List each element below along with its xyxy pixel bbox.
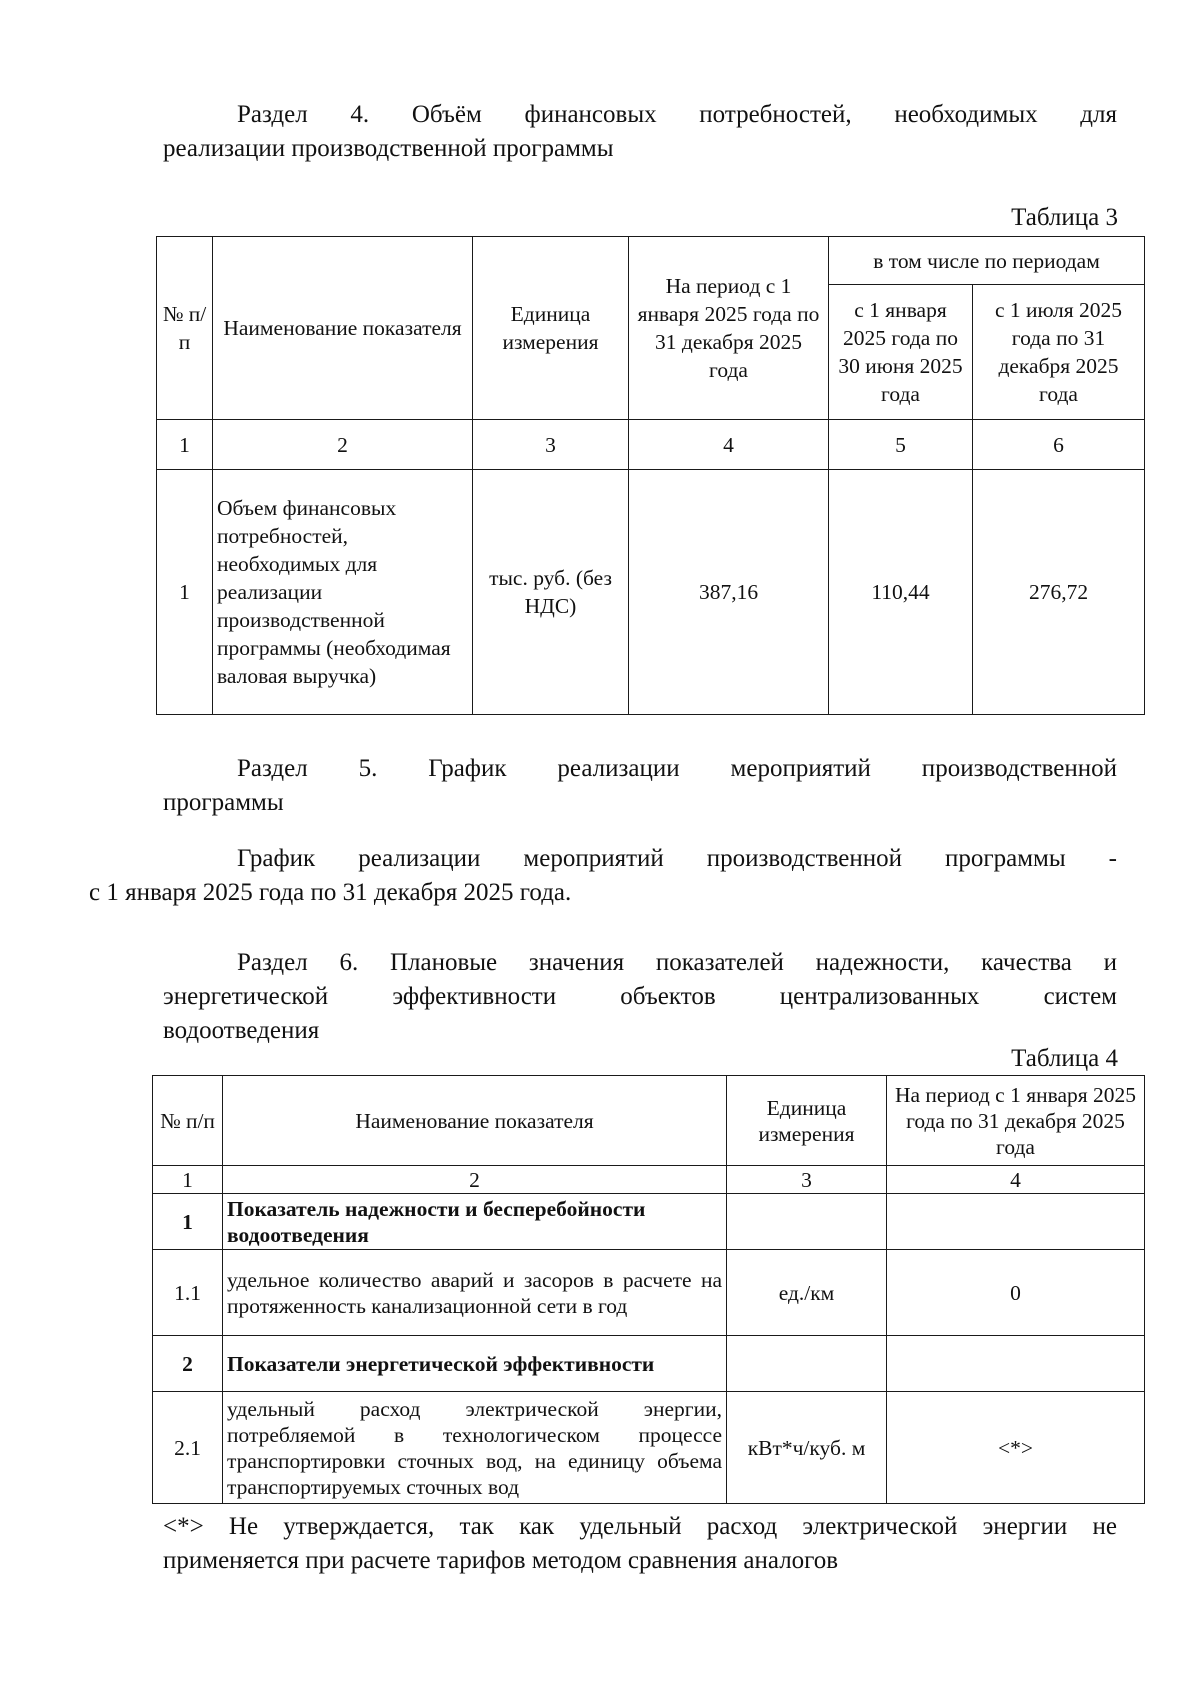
table-row [157,470,1145,715]
section6-line3: водоотведения [163,1017,320,1044]
schedule-line2: с 1 января 2025 года по 31 декабря 2025 года. [89,879,572,906]
t3-colnum: 5 [829,420,973,470]
footnote-line2: применяется при расчете тарифов методом сравнения аналогов [163,1547,839,1574]
section6-heading [163,946,1117,1048]
t3-header-period: На период с 1 января 2025 года по 31 декабря 2025 года [629,237,829,420]
section6-line1: Раздел 6. Плановые значения показателей надежности, качества и [237,949,1117,976]
t4-row-name: удельный расход электрической энергии, потребляемой в технологическом процессе транспортировки сточных вод, на единицу объема транспортируемых сточных вод [223,1392,727,1504]
t3-row-p2: 276,72 [973,470,1145,715]
t3-colnum: 4 [629,420,829,470]
t3-header-name: Наименование показателя [213,237,473,420]
table4 [152,1075,1145,1504]
schedule-paragraph [89,842,1117,910]
table3 [156,236,1145,715]
t4-row-value: <*> [887,1392,1145,1504]
section4-line1: Раздел 4. Объём финансовых потребностей, необходимых для [237,101,1117,128]
t3-row-unit: тыс. руб. (без НДС) [473,470,629,715]
t4-header-period: На период с 1 января 2025 года по 31 декабря 2025 года [887,1076,1145,1166]
t4-header-num: № п/п [153,1076,223,1166]
t3-row-name: Объем финансовых потребностей, необходимых для реализации производственной программы (необходимая валовая выручка) [213,470,473,715]
table-row [153,1194,1145,1250]
t4-colnum: 3 [727,1166,887,1194]
t3-colnum-row [157,420,1145,470]
t3-header-incl: в том числе по периодам [829,237,1145,285]
t4-row-unit: ед./км [727,1250,887,1336]
t4-row-name: удельное количество аварий и засоров в расчете на протяженность канализационной сети в год [223,1250,727,1336]
t4-row-value [887,1336,1145,1392]
table-row [153,1250,1145,1336]
t4-row-unit: кВт*ч/куб. м [727,1392,887,1504]
t3-colnum: 2 [213,420,473,470]
t4-row-num: 1 [153,1194,223,1250]
t4-row-name: Показатель надежности и бесперебойности водоотведения [223,1194,727,1250]
t4-row-num: 2.1 [153,1392,223,1504]
t3-header-p1: с 1 января 2025 года по 30 июня 2025 года [829,285,973,420]
t4-row-name: Показатели энергетической эффективности [223,1336,727,1392]
footnote-line1: <*> Не утверждается, так как удельный расход электрической энергии не [163,1513,1117,1540]
t3-colnum: 1 [157,420,213,470]
t4-row-unit [727,1336,887,1392]
table4-caption: Таблица 4 [1011,1045,1118,1072]
table-row [153,1392,1145,1504]
t3-header-p2: с 1 июля 2025 года по 31 декабря 2025 года [973,285,1145,420]
section5-line2: программы [163,789,284,816]
t4-colnum-row [153,1166,1145,1194]
t3-row-num: 1 [157,470,213,715]
t4-row-num: 2 [153,1336,223,1392]
t4-row-unit [727,1194,887,1250]
t3-colnum: 3 [473,420,629,470]
t4-colnum: 2 [223,1166,727,1194]
t3-header-num: № п/п [157,237,213,420]
t4-row-value: 0 [887,1250,1145,1336]
t4-header-unit: Единица измерения [727,1076,887,1166]
t4-row-num: 1.1 [153,1250,223,1336]
section5-heading [163,752,1117,820]
section4-heading [163,98,1117,166]
t3-row-p1: 110,44 [829,470,973,715]
footnote [163,1510,1117,1578]
t3-row-total: 387,16 [629,470,829,715]
section4-line2: реализации производственной программы [163,135,614,162]
t3-colnum: 6 [973,420,1145,470]
table-row [153,1336,1145,1392]
t3-header-unit: Единица измерения [473,237,629,420]
section5-line1: Раздел 5. График реализации мероприятий производственной [237,755,1117,782]
t4-colnum: 1 [153,1166,223,1194]
t4-row-value [887,1194,1145,1250]
t4-colnum: 4 [887,1166,1145,1194]
table3-caption: Таблица 3 [1011,204,1118,231]
section6-line2: энергетической эффективности объектов централизованных систем [163,983,1117,1010]
t4-header-name: Наименование показателя [223,1076,727,1166]
schedule-line1: График реализации мероприятий производственной программы - [237,845,1117,872]
